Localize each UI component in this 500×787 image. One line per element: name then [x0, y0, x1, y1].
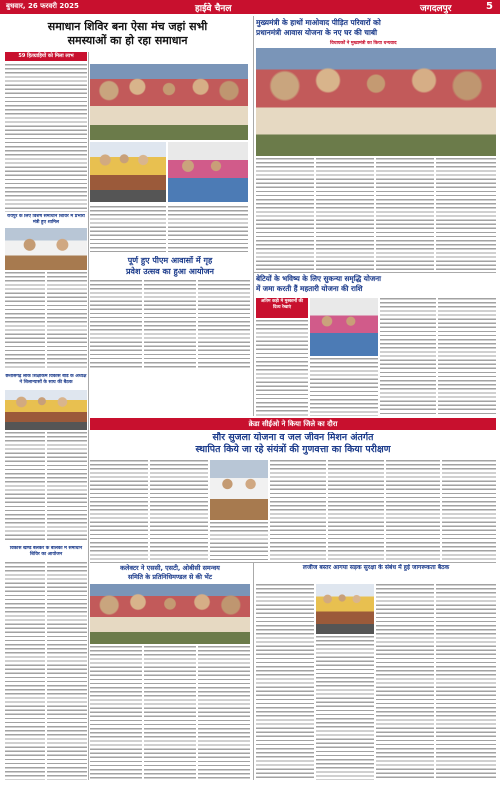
story3-body-col3 [380, 298, 436, 416]
story1-body-col2 [90, 206, 166, 252]
story10-body-col1 [256, 584, 314, 780]
story7-body-col5 [328, 460, 384, 560]
story1-photo-mid [90, 142, 166, 202]
story8-headline: विकास खण्ड बेलकर के बालकों में समाधान शिविर का आयोजन [9, 546, 83, 557]
story4-headline: रायपुर के लिए विशेष समाधान शिविर में प्रभारी मंत्री हुए शामिल [7, 214, 85, 225]
story1-body-col1 [5, 64, 87, 212]
section-rule [254, 272, 496, 273]
story7-body-col6 [386, 460, 440, 560]
story7-photo [210, 460, 268, 520]
paper-name: हाईवे चैनल [195, 4, 232, 14]
story6-headline: छत्तीसगढ़ लोक शिक्षाकर्म विकास बोर्ड के अध्यक्ष ने शिलान्यासों के साथ की बैठक [5, 374, 87, 385]
story7-body-col3 [210, 522, 268, 560]
story7-body-col7 [442, 460, 496, 560]
story6-body-col1 [5, 432, 45, 542]
story1-photo-top [90, 64, 248, 140]
story1-headline-line2: समस्याओं का हो रहा समाधान [67, 34, 188, 47]
masthead [0, 0, 500, 14]
story9-body-col1 [90, 646, 142, 780]
story7-headline [90, 432, 496, 456]
story1-headline [5, 20, 250, 48]
story9-headline-line2: समिति के प्रतिनिधिमण्डल से की भेंट [127, 572, 213, 581]
story7-body-col1 [90, 460, 148, 560]
story3-headline [256, 274, 496, 294]
credit-banner: क्रेडा सीईओ ने किया जिले का दौरा [90, 418, 496, 430]
column-rule [88, 52, 89, 780]
story7-headline-line1: सौर सुजला योजना व जल जीवन मिशन अंतर्गत [212, 432, 374, 443]
story8-body-col2 [47, 562, 87, 780]
story6-body-col2 [47, 432, 87, 542]
story10-body-col4 [436, 584, 496, 780]
story2-headline-line2: प्रधानमंत्री आवास योजना के नए घर की चाबी [256, 28, 378, 37]
issue-date: बुधवार, 26 फरवरी 2025 [6, 2, 79, 10]
story2-subhead: विधायकों ने मुख्यमंत्री का किया धन्यवाद [330, 41, 397, 46]
story3-headline-line1: बेटियों के भविष्य के लिए सुकन्या समृद्धि योजना [256, 274, 382, 283]
story2-headline [256, 18, 496, 38]
story9-photo [90, 584, 250, 644]
story5-body-col1 [90, 280, 142, 370]
story1-subhead: 59 हितग्राहियों को मिला लाभ [5, 52, 87, 61]
story5-body-col2 [144, 280, 196, 370]
city-name: जगदलपुर [420, 4, 452, 14]
story2-headline-line1: मुख्यमंत्री के हाथों माओवाद पीड़ित परिवारों को [256, 18, 381, 27]
story2-body-col2 [316, 158, 374, 270]
story2-photo [256, 48, 496, 156]
story6-photo [5, 390, 87, 430]
story10-body-col2 [316, 636, 374, 780]
story4-body-col1 [5, 272, 45, 370]
story4-body-col2 [47, 272, 87, 370]
story7-body-col2 [150, 460, 208, 560]
story1-headline-line1: समाधान शिविर बना ऐसा मंच जहां सभी [47, 20, 208, 33]
story10-photo [316, 584, 374, 634]
story1-body-col3 [168, 206, 248, 252]
story9-headline-line1: कलेक्टर ने एससी, एसटी, ओबीसी समन्वय [120, 564, 220, 572]
story5-headline-line2: प्रवेश उत्सव का हुआ आयोजन [125, 266, 214, 276]
story3-box: अतिम कड़ी मे मुस्कानों की दिव्य रेखाएं [256, 298, 308, 318]
story3-photo [310, 298, 378, 356]
story9-body-col3 [198, 646, 250, 780]
story3-headline-line2: में जमा करती हैं महतारी योजना की राशि [256, 284, 363, 293]
story5-headline-line1: पूर्ण हुए पीएम आवासों में गृह [127, 256, 213, 265]
story5-body-col3 [198, 280, 250, 370]
story5-headline [90, 256, 250, 277]
story8-body-col1 [5, 562, 45, 780]
story2-body-col4 [436, 158, 496, 270]
story9-body-col2 [144, 646, 196, 780]
column-rule [253, 16, 254, 416]
story7-body-col4 [270, 460, 326, 560]
story3-body-col1 [256, 320, 308, 416]
page-number: 5 [486, 1, 493, 12]
story10-body-col3 [376, 584, 434, 780]
story9-headline [90, 564, 250, 581]
story7-headline-line2: स्थापित किये जा रहे संयंत्रों की गुणवत्ता का किया परीक्षण [195, 444, 391, 455]
story1-photo-mid2 [168, 142, 248, 202]
story10-headline: लजीज बस्तर आगया सड़क सुरक्षा के संबंध में हुई जागरूकता बैठक [302, 564, 450, 571]
column-rule [253, 562, 254, 780]
story2-body-col3 [376, 158, 434, 270]
story2-body-col1 [256, 158, 314, 270]
story3-body-col2 [310, 358, 378, 416]
section-rule [90, 562, 496, 563]
story3-body-col4 [438, 298, 496, 416]
story4-photo [5, 228, 87, 270]
